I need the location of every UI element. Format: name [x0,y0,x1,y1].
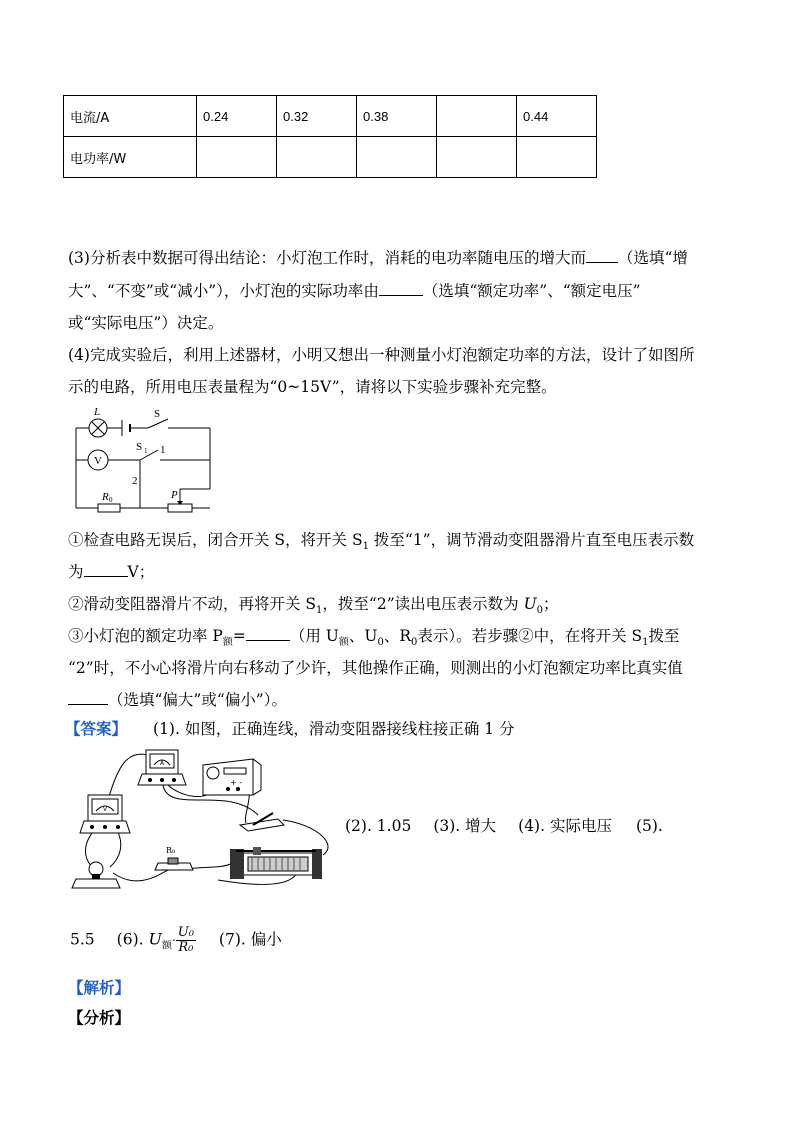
switch-label: S [154,408,161,420]
answer-blank [68,688,108,705]
slider-label: P [171,489,178,501]
rheostat-device [230,847,322,879]
step-text: 、R [383,627,411,645]
analysis-tag: 【解析】 [68,979,131,997]
resistor-symbol [98,504,120,512]
step-text: = [232,627,246,645]
resistor-label: R [102,491,109,503]
variable-u: U [523,595,537,613]
variable-u: U [148,929,162,949]
voltmeter-symbol [88,450,108,470]
step-text: （用 U [289,627,339,645]
table-row [64,137,597,178]
switch-device [240,813,284,831]
r0-resistor-device [155,846,193,870]
step-text: ，拨至“2”读出电压表示数为 [322,595,524,613]
formula-fraction [176,926,196,955]
subscript: 额 [338,637,349,649]
answer-item: (5). [635,817,663,835]
power-supply-device [203,759,261,795]
step3-line2: “2”时，不小心将滑片向右移动了少许，其他操作正确，则测出的小灯泡额定功率比真实值 [68,659,683,677]
step-text: （选填“偏大”或“偏小”）。 [108,691,287,709]
step3-line3 [68,687,287,713]
subscript: 1 [316,605,323,617]
table-cell: 0.38 [357,96,437,137]
row-header: 电功率/W [64,137,197,178]
answer-item: (4). 实际电压 [518,817,612,835]
analysis-subtag: 【分析】 [68,1009,131,1027]
subscript: 1 [362,541,369,553]
switch1-sub: 1 [144,447,148,455]
answer-line3: 5.5 (6). $U_额\cdot$ $\frac{\text{U₀}}{\text{R₀}}$ (7). 偏小 [70,925,282,955]
voltmeter-device [80,795,130,833]
subscript: 0 [410,637,418,649]
q4-line1: (4)完成实验后，利用上述器材，小明又想出一种测量小灯泡额定功率的方法，设计了如图所 [68,346,695,364]
step-text: 表示）。若步骤②中，在将开关 S [417,627,643,645]
answer-item: 5.5 [70,930,95,949]
table-cell [437,137,517,178]
fraction-denominator: R₀ [178,940,194,955]
step-text: ②滑动变阻器滑片不动，再将开关 S [68,595,317,613]
ammeter-device [138,750,186,785]
q3-line3: 或“实际电压”）决定。 [68,314,224,332]
table-cell [357,137,437,178]
q3-line1 [68,245,688,271]
apparatus-photo [68,745,338,895]
q3-text: （选填“增 [617,249,688,267]
subscript: 额 [161,940,172,952]
table-cell: 0.32 [277,96,357,137]
step2-line [68,591,559,624]
step-text: 为 [68,563,84,581]
lamp-symbol [89,419,107,437]
position-2-label: 2 [132,475,138,487]
r0-label: R₀ [166,846,176,855]
step3-line1 [68,623,680,656]
q3-line2 [68,278,641,304]
answer-tag: 【答案】 [65,720,128,738]
step-text: ③小灯泡的额定功率 P [68,627,223,645]
answer-blank [246,624,290,641]
subscript: 1 [642,637,649,649]
subscript: 0 [536,605,544,617]
q3-text: (3)分析表中数据可得出结论：小灯泡工作时，消耗的电功率随电压的增大而 [68,249,586,267]
voltmeter-label: V [94,455,102,467]
lamp-label: L [94,406,101,418]
svg-text:V: V [102,806,108,813]
table-cell [277,137,357,178]
circuit-diagram [68,405,218,513]
switch1-label: S [136,441,143,453]
answer-item: (1). 如图，正确连线，滑动变阻器接线柱接正确 1 分 [153,720,515,738]
answer-blank [586,246,618,263]
answer-item: (6). [116,930,144,949]
answer-blank [84,560,128,577]
svg-text:+ -: + - [230,778,243,787]
answer-item: (7). 偏小 [218,930,282,949]
subscript: 0 [377,637,384,649]
table-cell [197,137,277,178]
step-text: 拨至“1”，调节滑动变阻器滑片直至电压表示数 [368,531,695,549]
table-cell: 0.24 [197,96,277,137]
answer-blank [379,279,423,296]
answer-item: (3). 增大 [433,817,497,835]
table-row [64,96,597,137]
step-text: ； [543,595,559,613]
resistor-sub: 0 [109,496,113,504]
bulb-device [72,862,120,888]
answer-line2 [345,813,663,839]
q4-line2: 示的电路，所用电压表量程为“0~15V”，请将以下实验步骤补充完整。 [68,378,557,396]
table-cell [517,137,597,178]
svg-text:A: A [159,760,165,767]
step-text: 、U [348,627,378,645]
data-table [63,95,597,178]
q3-text: 大”、“不变”或“减小”），小灯泡的实际功率由 [68,282,379,300]
subscript: 额 [222,637,233,649]
step1-line1 [68,527,694,560]
rheostat-symbol [168,504,192,512]
step-text: 拨至 [648,627,680,645]
step-text: ①检查电路无误后，闭合开关 S，将开关 S [68,531,363,549]
step1-line2 [68,559,154,585]
row-header: 电流/A [64,96,197,137]
q3-text: （选填“额定功率”、“额定电压” [422,282,641,300]
step-text: V； [127,563,155,581]
answer-item: (2). 1.05 [345,817,412,835]
fraction-numerator: U₀ [177,925,194,940]
table-cell [437,96,517,137]
table-cell: 0.44 [517,96,597,137]
position-1-label: 1 [160,444,166,456]
answer-line1 [65,716,515,742]
